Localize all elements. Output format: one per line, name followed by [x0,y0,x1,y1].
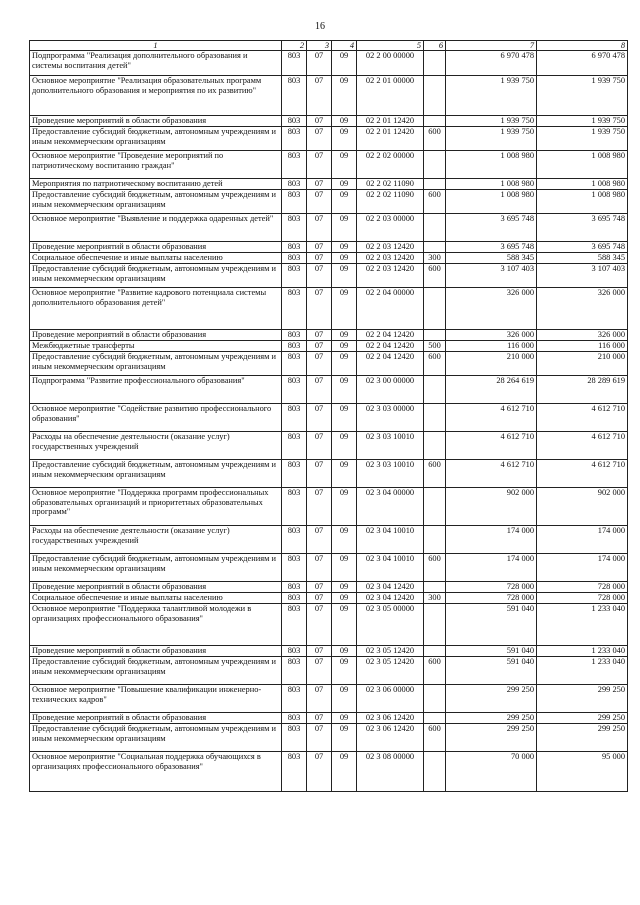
cell-target-article: 02 2 00 00000 [357,51,424,76]
cell-ministry-code: 803 [282,76,307,116]
cell-amount-year1: 70 000 [446,752,537,792]
table-body [30,51,628,792]
cell-subsection-code: 09 [332,151,357,179]
cell-name: Социальное обеспечение и иные выплаты населению [30,253,282,264]
cell-expense-type [424,330,446,341]
table-row [30,116,628,127]
cell-ministry-code: 803 [282,488,307,526]
cell-subsection-code: 09 [332,646,357,657]
cell-target-article: 02 3 05 12420 [357,646,424,657]
cell-expense-type: 500 [424,341,446,352]
cell-amount-year1: 326 000 [446,330,537,341]
cell-expense-type [424,432,446,460]
cell-expense-type [424,376,446,404]
table-row [30,604,628,646]
cell-target-article: 02 3 06 00000 [357,685,424,713]
cell-name: Основное мероприятие "Содействие развитию профессионального образования" [30,404,282,432]
cell-amount-year1: 4 612 710 [446,432,537,460]
table-row [30,646,628,657]
page-number: 16 [315,21,325,32]
cell-amount-year1: 4 612 710 [446,460,537,488]
cell-section-code: 07 [307,593,332,604]
cell-amount-year1: 3 695 748 [446,214,537,242]
cell-target-article: 02 2 04 00000 [357,288,424,330]
header-row [30,41,628,51]
cell-expense-type [424,116,446,127]
cell-amount-year2: 174 000 [537,526,628,554]
cell-target-article: 02 2 03 12420 [357,253,424,264]
cell-ministry-code: 803 [282,582,307,593]
cell-expense-type [424,488,446,526]
cell-subsection-code: 09 [332,190,357,214]
cell-amount-year1: 1 939 750 [446,116,537,127]
cell-amount-year2: 299 250 [537,685,628,713]
cell-subsection-code: 09 [332,51,357,76]
cell-section-code: 07 [307,582,332,593]
cell-target-article: 02 3 06 12420 [357,724,424,752]
cell-expense-type [424,646,446,657]
cell-amount-year1: 591 040 [446,657,537,685]
table-row [30,151,628,179]
cell-section-code: 07 [307,76,332,116]
cell-subsection-code: 09 [332,460,357,488]
cell-name: Расходы на обеспечение деятельности (оказание услуг) государственных учреждений [30,526,282,554]
cell-section-code: 07 [307,214,332,242]
cell-amount-year1: 326 000 [446,288,537,330]
table-row [30,685,628,713]
cell-amount-year1: 1 008 980 [446,151,537,179]
cell-amount-year2: 326 000 [537,330,628,341]
cell-ministry-code: 803 [282,604,307,646]
cell-subsection-code: 09 [332,264,357,288]
cell-ministry-code: 803 [282,404,307,432]
cell-ministry-code: 803 [282,264,307,288]
cell-amount-year2: 728 000 [537,593,628,604]
cell-name: Основное мероприятие "Повышение квалификации инженерно-технических кадров" [30,685,282,713]
cell-ministry-code: 803 [282,646,307,657]
col-header-amount-year2: 8 [537,41,628,51]
cell-amount-year2: 1 939 750 [537,116,628,127]
cell-amount-year2: 4 612 710 [537,404,628,432]
cell-ministry-code: 803 [282,376,307,404]
cell-expense-type [424,604,446,646]
cell-amount-year2: 588 345 [537,253,628,264]
table-row [30,713,628,724]
cell-amount-year2: 6 970 478 [537,51,628,76]
cell-section-code: 07 [307,526,332,554]
table-row [30,582,628,593]
cell-target-article: 02 3 06 12420 [357,713,424,724]
table-row [30,127,628,151]
cell-amount-year2: 116 000 [537,341,628,352]
table-row [30,341,628,352]
table-row [30,76,628,116]
cell-amount-year1: 3 695 748 [446,242,537,253]
cell-target-article: 02 3 04 10010 [357,526,424,554]
table-row [30,432,628,460]
cell-ministry-code: 803 [282,352,307,376]
cell-name: Предоставление субсидий бюджетным, автономным учреждениям и иным некоммерческим организациям [30,554,282,582]
cell-subsection-code: 09 [332,593,357,604]
cell-subsection-code: 09 [332,404,357,432]
cell-amount-year2: 299 250 [537,713,628,724]
cell-subsection-code: 09 [332,341,357,352]
cell-ministry-code: 803 [282,190,307,214]
cell-name: Предоставление субсидий бюджетным, автономным учреждениям и иным некоммерческим организациям [30,127,282,151]
table-row [30,376,628,404]
cell-subsection-code: 09 [332,488,357,526]
cell-amount-year2: 1 939 750 [537,127,628,151]
cell-target-article: 02 3 04 12420 [357,582,424,593]
cell-amount-year2: 326 000 [537,288,628,330]
table-row [30,526,628,554]
cell-target-article: 02 3 05 00000 [357,604,424,646]
cell-name: Проведение мероприятий в области образования [30,116,282,127]
cell-section-code: 07 [307,646,332,657]
cell-expense-type: 300 [424,253,446,264]
cell-expense-type [424,288,446,330]
cell-ministry-code: 803 [282,713,307,724]
table-row [30,593,628,604]
cell-name: Подпрограмма "Реализация дополнительного образования и системы воспитания детей" [30,51,282,76]
cell-section-code: 07 [307,330,332,341]
cell-expense-type: 600 [424,264,446,288]
table-row [30,460,628,488]
cell-amount-year2: 4 612 710 [537,432,628,460]
cell-target-article: 02 2 01 12420 [357,116,424,127]
cell-target-article: 02 3 03 00000 [357,404,424,432]
cell-target-article: 02 2 02 00000 [357,151,424,179]
cell-ministry-code: 803 [282,330,307,341]
table-row [30,242,628,253]
cell-section-code: 07 [307,604,332,646]
cell-subsection-code: 09 [332,330,357,341]
cell-amount-year1: 1 008 980 [446,179,537,190]
cell-amount-year1: 591 040 [446,604,537,646]
cell-name: Предоставление субсидий бюджетным, автономным учреждениям и иным некоммерческим организациям [30,460,282,488]
cell-target-article: 02 2 01 12420 [357,127,424,151]
cell-amount-year2: 3 107 403 [537,264,628,288]
cell-name: Предоставление субсидий бюджетным, автономным учреждениям и иным некоммерческим организациям [30,190,282,214]
cell-expense-type [424,526,446,554]
cell-subsection-code: 09 [332,214,357,242]
cell-amount-year1: 1 008 980 [446,190,537,214]
cell-expense-type [424,404,446,432]
cell-amount-year1: 591 040 [446,646,537,657]
cell-target-article: 02 2 02 11090 [357,179,424,190]
cell-target-article: 02 2 03 00000 [357,214,424,242]
cell-section-code: 07 [307,724,332,752]
cell-expense-type [424,151,446,179]
cell-amount-year2: 28 289 619 [537,376,628,404]
cell-target-article: 02 3 00 00000 [357,376,424,404]
cell-target-article: 02 2 02 11090 [357,190,424,214]
cell-section-code: 07 [307,554,332,582]
cell-name: Основное мероприятие "Развитие кадрового потенциала системы дополнительного образования детей" [30,288,282,330]
cell-name: Мероприятия по патриотическому воспитанию детей [30,179,282,190]
cell-amount-year2: 1 939 750 [537,76,628,116]
cell-section-code: 07 [307,116,332,127]
cell-ministry-code: 803 [282,242,307,253]
cell-amount-year1: 3 107 403 [446,264,537,288]
cell-amount-year2: 3 695 748 [537,214,628,242]
cell-subsection-code: 09 [332,554,357,582]
cell-amount-year1: 588 345 [446,253,537,264]
cell-section-code: 07 [307,288,332,330]
table-row [30,352,628,376]
cell-name: Межбюджетные трансферты [30,341,282,352]
cell-subsection-code: 09 [332,179,357,190]
col-header-target-article: 5 [357,41,424,51]
cell-ministry-code: 803 [282,151,307,179]
cell-subsection-code: 09 [332,352,357,376]
cell-subsection-code: 09 [332,76,357,116]
col-header-subsection: 4 [332,41,357,51]
cell-ministry-code: 803 [282,554,307,582]
cell-target-article: 02 2 03 12420 [357,264,424,288]
cell-target-article: 02 3 03 10010 [357,460,424,488]
cell-name: Основное мероприятие "Проведение мероприятий по патриотическому воспитанию граждан" [30,151,282,179]
cell-amount-year1: 728 000 [446,593,537,604]
table-row [30,724,628,752]
cell-name: Основное мероприятие "Выявление и поддержка одаренных детей" [30,214,282,242]
cell-name: Предоставление субсидий бюджетным, автономным учреждениям и иным некоммерческим организациям [30,264,282,288]
cell-section-code: 07 [307,264,332,288]
cell-ministry-code: 803 [282,657,307,685]
cell-name: Подпрограмма "Развитие профессионального образования" [30,376,282,404]
cell-subsection-code: 09 [332,253,357,264]
cell-section-code: 07 [307,488,332,526]
col-header-section: 3 [307,41,332,51]
cell-section-code: 07 [307,752,332,792]
cell-ministry-code: 803 [282,460,307,488]
cell-amount-year2: 299 250 [537,724,628,752]
cell-subsection-code: 09 [332,752,357,792]
cell-expense-type [424,685,446,713]
cell-amount-year1: 4 612 710 [446,404,537,432]
table-row [30,253,628,264]
cell-section-code: 07 [307,657,332,685]
cell-amount-year1: 174 000 [446,554,537,582]
table-row [30,214,628,242]
cell-name: Основное мероприятие "Поддержка талантливой молодежи в организациях профессионального образования" [30,604,282,646]
cell-amount-year1: 902 000 [446,488,537,526]
cell-expense-type [424,713,446,724]
table-row [30,404,628,432]
cell-ministry-code: 803 [282,179,307,190]
cell-name: Расходы на обеспечение деятельности (оказание услуг) государственных учреждений [30,432,282,460]
cell-target-article: 02 3 03 10010 [357,432,424,460]
cell-expense-type: 600 [424,724,446,752]
cell-subsection-code: 09 [332,288,357,330]
cell-section-code: 07 [307,253,332,264]
cell-expense-type: 600 [424,190,446,214]
cell-section-code: 07 [307,713,332,724]
col-header-ministry: 2 [282,41,307,51]
cell-amount-year2: 1 008 980 [537,151,628,179]
cell-ministry-code: 803 [282,214,307,242]
cell-name: Проведение мероприятий в области образования [30,646,282,657]
cell-name: Предоставление субсидий бюджетным, автономным учреждениям и иным некоммерческим организациям [30,657,282,685]
table-row [30,179,628,190]
cell-name: Проведение мероприятий в области образования [30,330,282,341]
cell-subsection-code: 09 [332,713,357,724]
cell-amount-year1: 210 000 [446,352,537,376]
cell-ministry-code: 803 [282,526,307,554]
budget-table [29,40,628,792]
table-row [30,51,628,76]
cell-ministry-code: 803 [282,288,307,330]
cell-name: Предоставление субсидий бюджетным, автономным учреждениям и иным некоммерческим организациям [30,724,282,752]
cell-amount-year2: 174 000 [537,554,628,582]
cell-amount-year1: 116 000 [446,341,537,352]
cell-section-code: 07 [307,376,332,404]
cell-section-code: 07 [307,127,332,151]
cell-amount-year1: 28 264 619 [446,376,537,404]
cell-name: Проведение мероприятий в области образования [30,242,282,253]
cell-target-article: 02 3 04 10010 [357,554,424,582]
table-row [30,752,628,792]
cell-amount-year2: 1 008 980 [537,179,628,190]
cell-expense-type: 600 [424,127,446,151]
cell-section-code: 07 [307,341,332,352]
cell-amount-year2: 1 008 980 [537,190,628,214]
cell-section-code: 07 [307,352,332,376]
table-row [30,554,628,582]
cell-expense-type: 600 [424,657,446,685]
cell-amount-year2: 3 695 748 [537,242,628,253]
cell-subsection-code: 09 [332,526,357,554]
cell-ministry-code: 803 [282,116,307,127]
table-row [30,488,628,526]
cell-target-article: 02 3 04 00000 [357,488,424,526]
table-row [30,657,628,685]
cell-subsection-code: 09 [332,582,357,593]
cell-ministry-code: 803 [282,593,307,604]
cell-subsection-code: 09 [332,242,357,253]
col-header-amount-year1: 7 [446,41,537,51]
cell-section-code: 07 [307,242,332,253]
cell-section-code: 07 [307,190,332,214]
cell-expense-type [424,582,446,593]
cell-ministry-code: 803 [282,724,307,752]
cell-expense-type: 600 [424,554,446,582]
cell-section-code: 07 [307,404,332,432]
cell-ministry-code: 803 [282,341,307,352]
cell-expense-type: 600 [424,460,446,488]
cell-section-code: 07 [307,432,332,460]
cell-subsection-code: 09 [332,604,357,646]
cell-expense-type [424,214,446,242]
cell-section-code: 07 [307,51,332,76]
cell-subsection-code: 09 [332,432,357,460]
cell-amount-year2: 4 612 710 [537,460,628,488]
cell-subsection-code: 09 [332,376,357,404]
cell-target-article: 02 2 01 00000 [357,76,424,116]
cell-subsection-code: 09 [332,116,357,127]
cell-ministry-code: 803 [282,752,307,792]
cell-target-article: 02 2 04 12420 [357,330,424,341]
cell-section-code: 07 [307,460,332,488]
cell-expense-type: 300 [424,593,446,604]
cell-target-article: 02 2 04 12420 [357,352,424,376]
cell-ministry-code: 803 [282,253,307,264]
table-row [30,264,628,288]
cell-amount-year1: 174 000 [446,526,537,554]
cell-subsection-code: 09 [332,657,357,685]
cell-expense-type [424,51,446,76]
col-header-name: 1 [30,41,282,51]
cell-name: Проведение мероприятий в области образования [30,713,282,724]
cell-name: Проведение мероприятий в области образования [30,582,282,593]
cell-name: Основное мероприятие "Реализация образовательных программ дополнительного образования и мероприятия по их развитию" [30,76,282,116]
cell-subsection-code: 09 [332,685,357,713]
cell-subsection-code: 09 [332,127,357,151]
cell-ministry-code: 803 [282,127,307,151]
cell-name: Основное мероприятие "Поддержка программ профессиональных образовательных организаций и приоритетных образовательных программ" [30,488,282,526]
cell-ministry-code: 803 [282,432,307,460]
cell-name: Социальное обеспечение и иные выплаты населению [30,593,282,604]
cell-amount-year1: 299 250 [446,685,537,713]
cell-amount-year2: 210 000 [537,352,628,376]
cell-target-article: 02 2 03 12420 [357,242,424,253]
cell-target-article: 02 3 08 00000 [357,752,424,792]
cell-expense-type [424,752,446,792]
cell-amount-year2: 902 000 [537,488,628,526]
cell-amount-year1: 1 939 750 [446,76,537,116]
cell-expense-type [424,179,446,190]
col-header-expense-type: 6 [424,41,446,51]
cell-expense-type [424,242,446,253]
cell-amount-year1: 299 250 [446,724,537,752]
cell-section-code: 07 [307,151,332,179]
cell-ministry-code: 803 [282,685,307,713]
cell-amount-year2: 1 233 040 [537,646,628,657]
cell-target-article: 02 3 04 12420 [357,593,424,604]
cell-amount-year2: 95 000 [537,752,628,792]
cell-amount-year1: 299 250 [446,713,537,724]
table-row [30,190,628,214]
cell-target-article: 02 2 04 12420 [357,341,424,352]
cell-name: Основное мероприятие "Социальная поддержка обучающихся в организациях профессионального образования" [30,752,282,792]
table-row [30,330,628,341]
cell-section-code: 07 [307,685,332,713]
cell-amount-year1: 728 000 [446,582,537,593]
table-row [30,288,628,330]
cell-amount-year2: 1 233 040 [537,604,628,646]
cell-amount-year1: 6 970 478 [446,51,537,76]
cell-amount-year2: 1 233 040 [537,657,628,685]
cell-amount-year2: 728 000 [537,582,628,593]
cell-target-article: 02 3 05 12420 [357,657,424,685]
cell-expense-type: 600 [424,352,446,376]
cell-section-code: 07 [307,179,332,190]
cell-amount-year1: 1 939 750 [446,127,537,151]
cell-expense-type [424,76,446,116]
cell-ministry-code: 803 [282,51,307,76]
cell-subsection-code: 09 [332,724,357,752]
cell-name: Предоставление субсидий бюджетным, автономным учреждениям и иным некоммерческим организациям [30,352,282,376]
